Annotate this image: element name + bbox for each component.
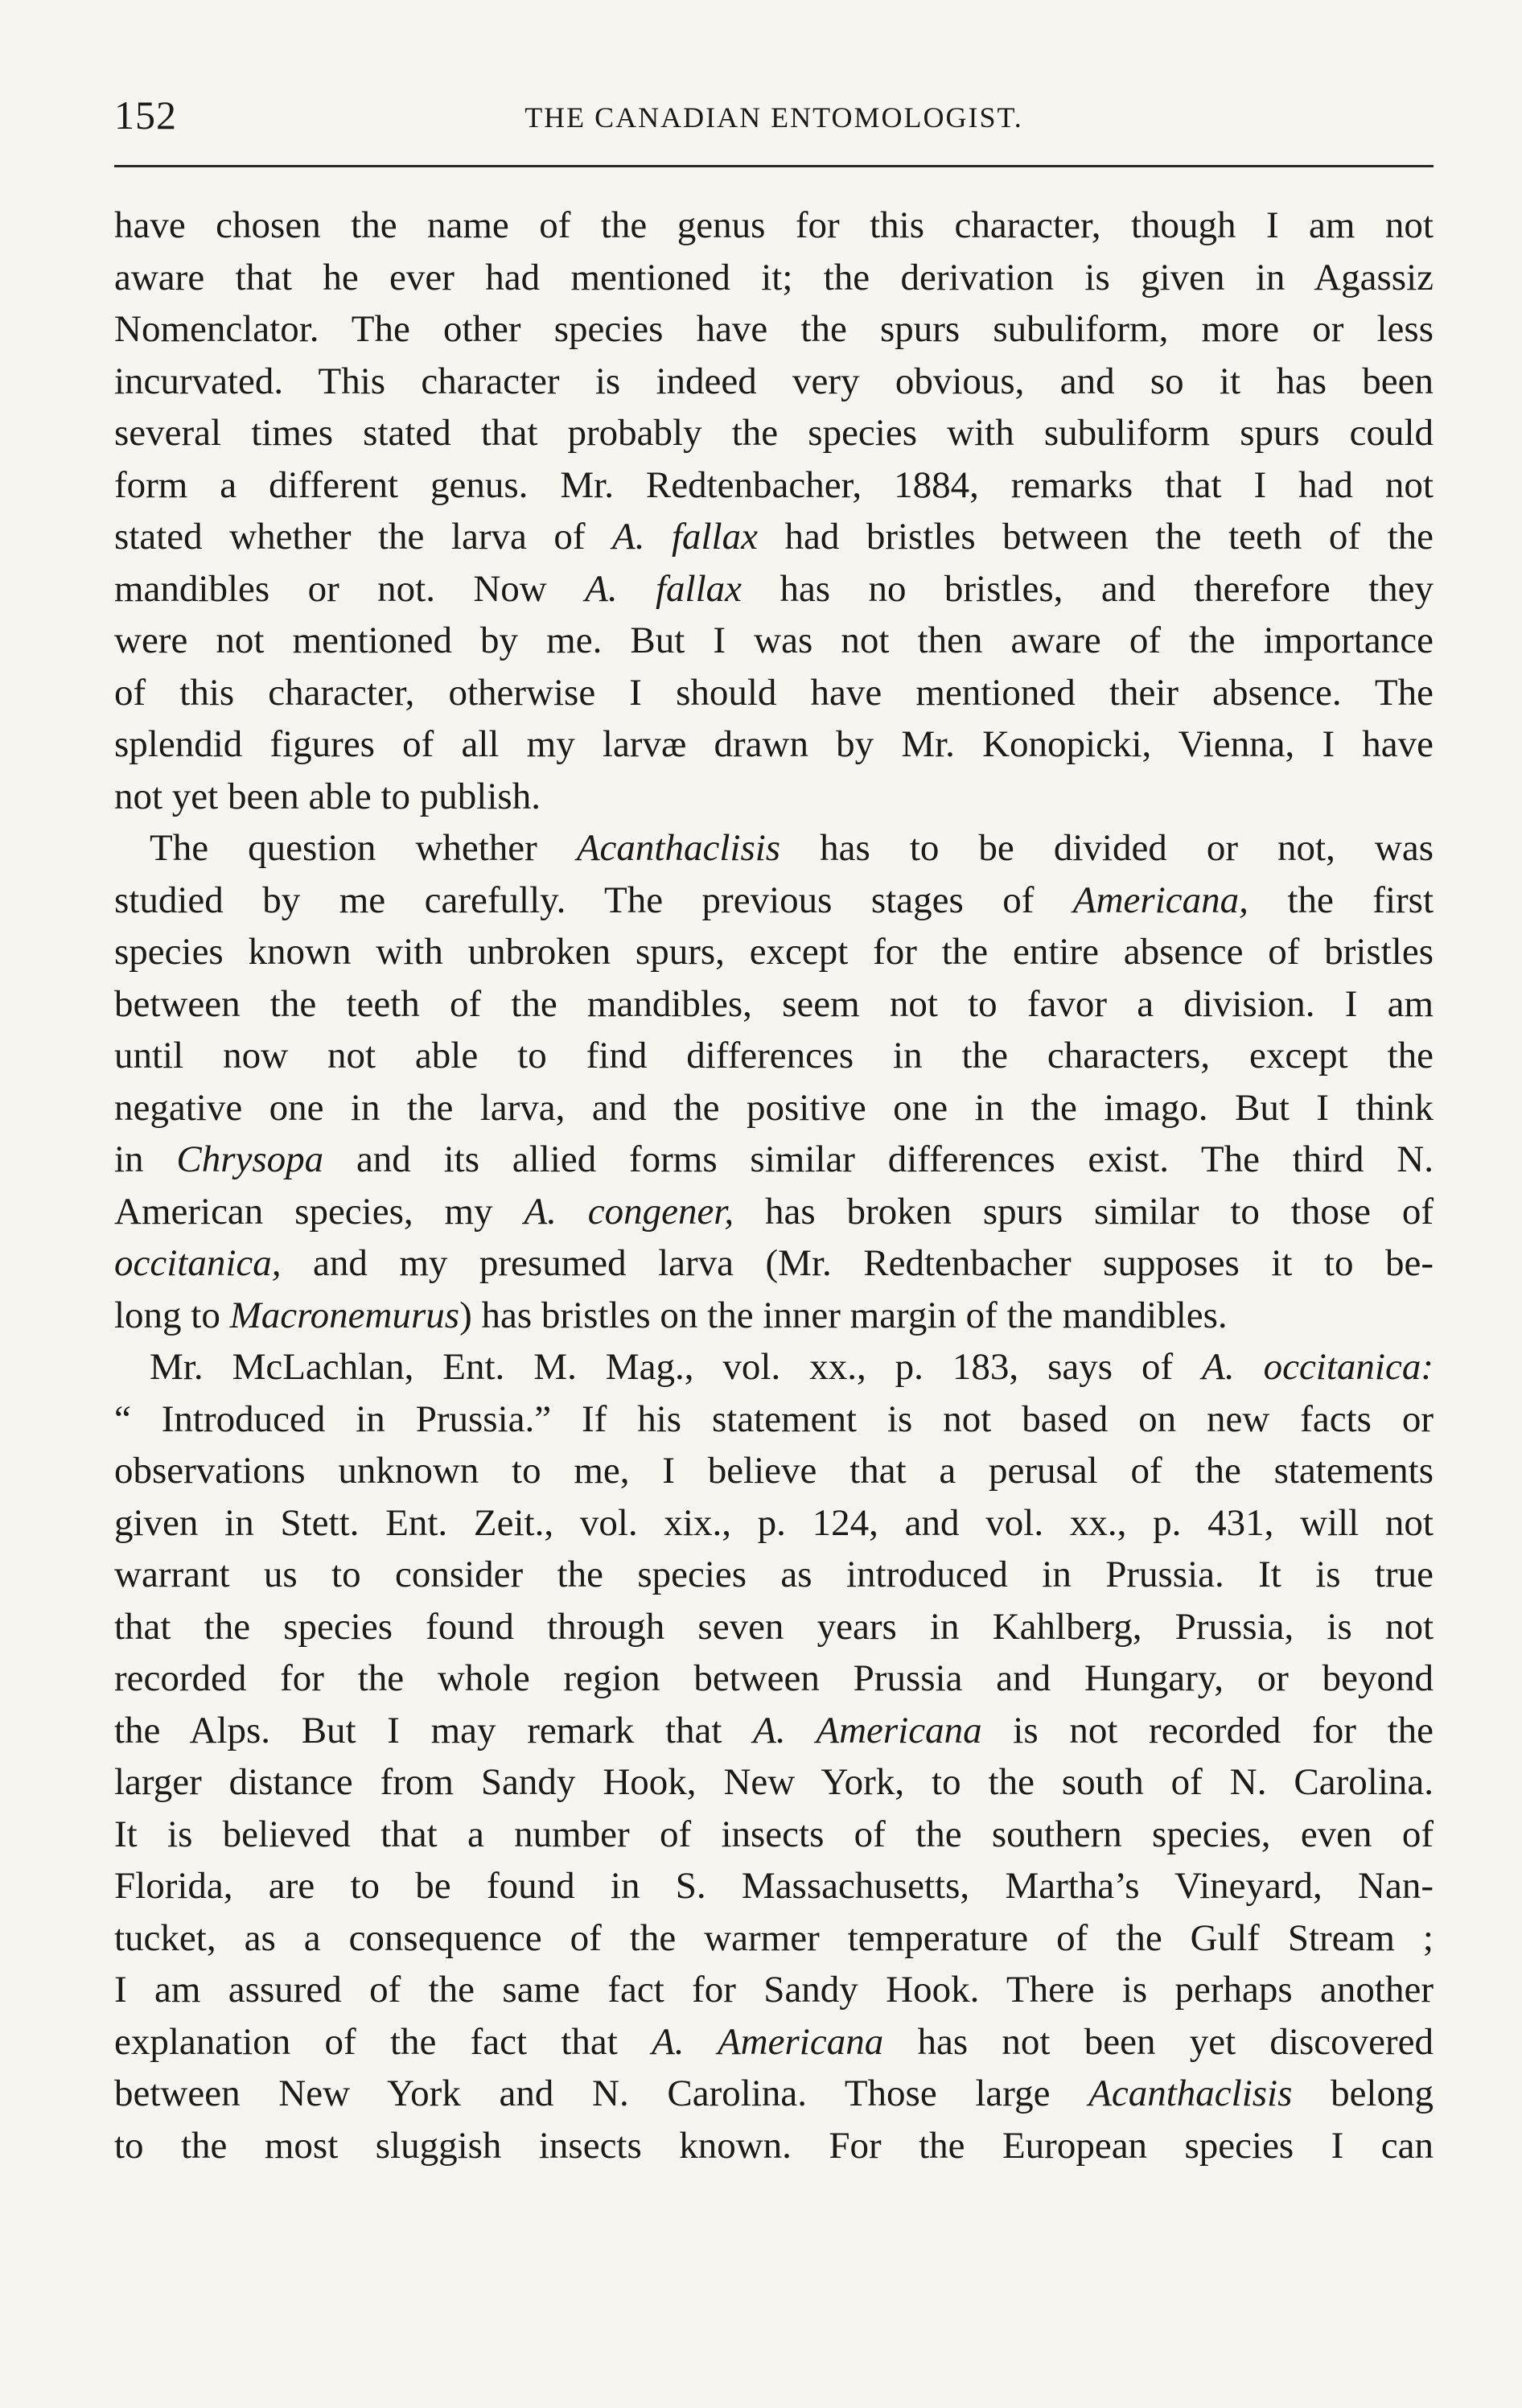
italic-term: A. Americana — [652, 2020, 884, 2063]
text-segment: several times stated that probably the species with subuliform spurs could — [114, 412, 1434, 454]
text-segment: between the teeth of the mandibles, seem not to favor a division. I am — [114, 982, 1434, 1025]
text-segment: recorded for the whole region between Prussia and Hungary, or beyond — [114, 1657, 1434, 1699]
text-segment: aware that he ever had mentioned it; the derivation is given in Agassiz — [114, 256, 1434, 298]
text-line — [114, 303, 1434, 356]
text-line — [114, 875, 1434, 927]
text-line — [114, 459, 1434, 512]
italic-term: Chrysopa — [176, 1138, 324, 1180]
body-text — [114, 200, 1434, 2171]
text-segment: incurvated. This character is indeed very obvious, and so it has been — [114, 360, 1434, 402]
text-segment: species known with unbroken spurs, except for the entire absence of bristles — [114, 931, 1434, 973]
text-segment: given in Stett. Ent. Zeit., vol. xix., p. 124, and vol. xx., p. 431, will not — [114, 1501, 1434, 1544]
text-line — [114, 822, 1434, 875]
text-segment: Florida, are to be found in S. Massachusetts, Martha’s Vineyard, Nan- — [114, 1865, 1434, 1907]
text-segment: to the most sluggish insects known. For the European species I can — [114, 2124, 1434, 2167]
italic-term: Acanthaclisis — [1088, 2073, 1293, 2114]
text-segment: has to be divided or not, was — [780, 827, 1434, 869]
text-line — [114, 1860, 1434, 1912]
italic-term: Acanthaclisis — [576, 827, 781, 869]
text-segment: until now not able to find differences in the characters, except the — [114, 1035, 1434, 1076]
text-line — [114, 200, 1434, 252]
text-line — [114, 1186, 1434, 1238]
text-line — [114, 1030, 1434, 1082]
text-line — [114, 1705, 1434, 1757]
text-segment: and my presumed larva (Mr. Redtenbacher supposes it to be- — [281, 1242, 1434, 1284]
text-line — [114, 667, 1434, 719]
text-line — [114, 1082, 1434, 1134]
text-segment: in — [114, 1138, 177, 1180]
text-line — [114, 1549, 1434, 1601]
text-segment: of this character, otherwise I should have mentioned their absence. The — [114, 671, 1434, 714]
text-line — [114, 356, 1434, 408]
text-line — [114, 1237, 1434, 1290]
text-segment: Nomenclator. The other species have the spurs subuliform, more or less — [114, 308, 1434, 350]
running-head: THE CANADIAN ENTOMOLOGIST. — [524, 101, 1023, 134]
text-segment: “ Introduced in Prussia.” If his statement is not based on new facts or — [114, 1397, 1434, 1440]
text-segment: negative one in the larva, and the positive one in the imago. But I think — [114, 1086, 1434, 1129]
text-line — [114, 511, 1434, 563]
italic-term: occitanica, — [114, 1242, 282, 1284]
italic-term: A. congener, — [524, 1190, 734, 1233]
text-segment: The question whether — [150, 827, 577, 869]
text-line — [114, 1393, 1434, 1446]
text-segment: observations unknown to me, I believe that a perusal of the statements — [114, 1450, 1434, 1492]
text-segment: form a different genus. Mr. Redtenbacher, 1884, remarks that I had not — [114, 463, 1434, 506]
text-segment: the first — [1248, 879, 1434, 921]
text-line — [114, 1756, 1434, 1809]
text-line — [114, 926, 1434, 978]
text-line — [114, 252, 1434, 304]
text-line — [114, 1964, 1434, 2016]
text-line — [114, 1341, 1434, 1393]
text-segment: explanation of the fact that — [114, 2020, 652, 2063]
text-segment: ) has bristles on the inner margin of the mandibles. — [459, 1294, 1228, 1336]
text-segment: has no bristles, and therefore they — [742, 567, 1434, 610]
text-line — [114, 563, 1434, 615]
text-line — [114, 1497, 1434, 1550]
italic-term: Americana, — [1072, 879, 1248, 921]
italic-term: A. fallax — [585, 567, 742, 610]
text-segment: had bristles between the teeth of the — [757, 516, 1434, 558]
text-line — [114, 1809, 1434, 1861]
text-segment: between New York and N. Carolina. Those large — [114, 2073, 1089, 2114]
page-number: 152 — [114, 93, 177, 138]
text-line — [114, 2120, 1434, 2172]
text-segment: studied by me carefully. The previous stages of — [114, 879, 1073, 921]
text-segment: that the species found through seven years in Kahlberg, Prussia, is not — [114, 1605, 1434, 1648]
text-line — [114, 407, 1434, 459]
text-segment: It is believed that a number of insects of the southern species, even of — [114, 1813, 1434, 1855]
text-segment: not yet been able to publish. — [114, 775, 541, 817]
text-segment: warrant us to consider the species as introduced in Prussia. It is true — [114, 1554, 1434, 1595]
header-rule — [114, 165, 1434, 167]
text-segment: and its allied forms similar differences exist. The third N. — [323, 1138, 1434, 1180]
text-segment: American species, my — [114, 1190, 524, 1233]
text-line — [114, 1653, 1434, 1705]
text-segment: has not been yet discovered — [883, 2020, 1434, 2063]
text-segment: belong — [1292, 2073, 1434, 2114]
text-line — [114, 1445, 1434, 1497]
text-line — [114, 978, 1434, 1031]
text-line — [114, 1601, 1434, 1653]
text-line — [114, 615, 1434, 667]
page-header — [114, 87, 1434, 151]
text-line — [114, 771, 1434, 823]
italic-term: A. occitanica: — [1202, 1346, 1434, 1388]
text-segment: is not recorded for the — [981, 1709, 1434, 1751]
text-line — [114, 2016, 1434, 2068]
text-segment: long to — [114, 1294, 230, 1336]
text-line — [114, 1912, 1434, 1965]
text-segment: have chosen the name of the genus for this character, though I am not — [114, 204, 1434, 246]
text-segment: Mr. McLachlan, Ent. M. Mag., vol. xx., p. 183, says of — [150, 1346, 1203, 1388]
italic-term: A. fallax — [611, 516, 758, 558]
text-segment: larger distance from Sandy Hook, New York, to the south of N. Carolina. — [114, 1761, 1434, 1803]
italic-term: Macronemurus — [229, 1294, 460, 1336]
text-segment: mandibles or not. Now — [114, 567, 586, 610]
text-segment: splendid figures of all my larvæ drawn by Mr. Konopicki, Vienna, I have — [114, 723, 1434, 765]
text-line — [114, 1290, 1434, 1342]
text-segment: has broken spurs similar to those of — [734, 1190, 1434, 1233]
text-segment: stated whether the larva of — [114, 516, 612, 558]
text-line — [114, 2068, 1434, 2120]
text-segment: the Alps. But I may remark that — [114, 1709, 754, 1751]
text-segment: tucket, as a consequence of the warmer temperature of the Gulf Stream ; — [114, 1916, 1434, 1959]
text-segment: I am assured of the same fact for Sandy Hook. There is perhaps another — [114, 1969, 1434, 2011]
text-line — [114, 718, 1434, 771]
text-segment: were not mentioned by me. But I was not then aware of the importance — [114, 619, 1434, 661]
italic-term: A. Americana — [753, 1709, 982, 1751]
text-line — [114, 1134, 1434, 1186]
